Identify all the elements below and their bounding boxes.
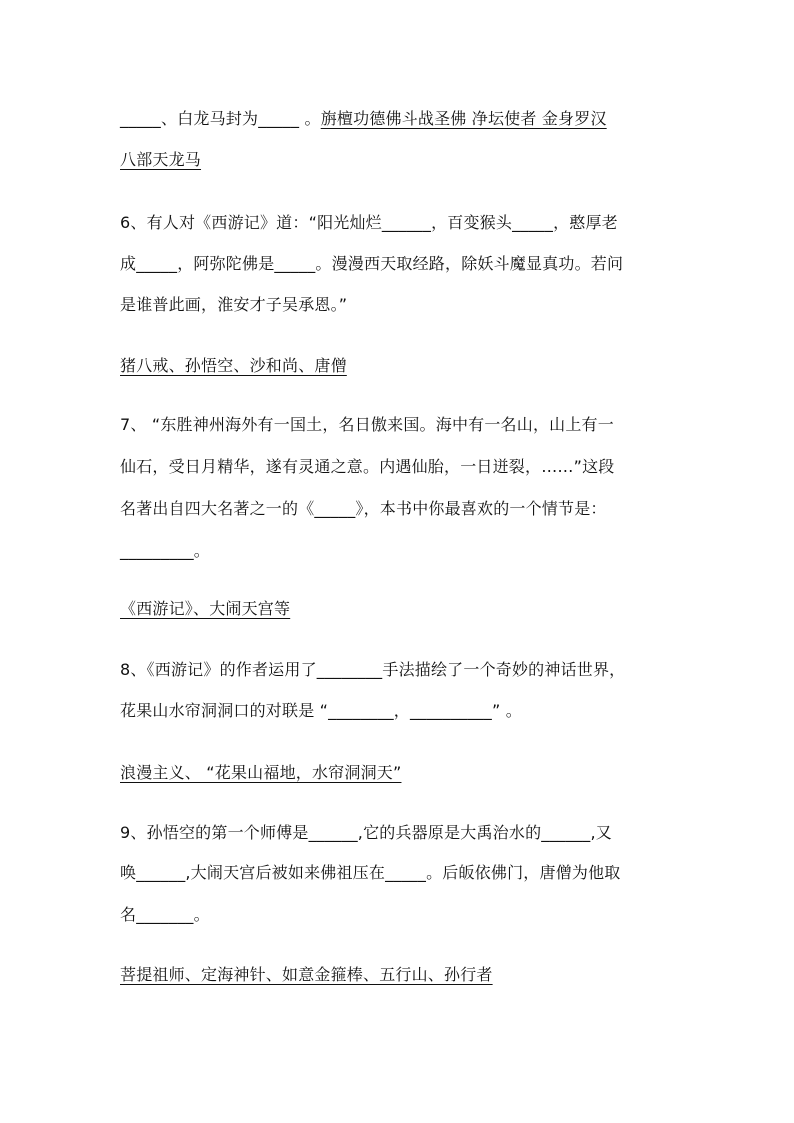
q8-answer-text: 浪漫主义、 “花果山福地，水帘洞洞天” (120, 763, 402, 782)
q9-question-text: 名_______。 (120, 905, 210, 924)
q7-question-text: 仙石，受日月精华，遂有灵通之意。内遇仙胎，一日迸裂，……”这段 (120, 457, 615, 476)
q8-question-text: 8、《西游记》的作者运用了________手法描绘了一个奇妙的神话世界， (120, 660, 626, 679)
q6-answer (120, 355, 347, 377)
q7-line-3 (120, 498, 607, 520)
q5-tail-answer-text: 旃檀功德佛斗战圣佛 净坛使者 金身罗汉 (320, 109, 607, 128)
q5-tail-question-text: _____、白龙马封为_____ 。 (120, 109, 321, 128)
q5-tail-line-2 (120, 149, 201, 171)
q7-question-text: 名著出自四大名著之一的《_____》，本书中你最喜欢的一个情节是： (120, 499, 607, 518)
q8-question-text: 花果山水帘洞洞口的对联是 “________，__________” 。 (120, 701, 522, 720)
q9-question-text: 9、孙悟空的第一个师傅是______,它的兵器原是大禹治水的______,又 (120, 823, 612, 842)
q5-tail-answer-text-cont: 八部天龙马 (120, 150, 202, 169)
q7-answer (120, 598, 290, 620)
q7-question-text: _________。 (120, 541, 210, 560)
q9-answer-text: 菩提祖师、定海神针、如意金箍棒、五行山、孙行者 (120, 965, 493, 984)
q6-line-1 (120, 212, 618, 234)
q9-line-1 (120, 822, 612, 844)
q7-line-1 (120, 414, 614, 436)
q7-question-text: 7、 “东胜神州海外有一国土，名日傲来国。海中有一名山，山上有一 (120, 415, 614, 434)
q6-question-text: 6、有人对《西游记》道：“阳光灿烂______，百变猴头_____，憨厚老 (120, 213, 618, 232)
q9-answer (120, 964, 493, 986)
q7-line-2 (120, 456, 615, 478)
q6-question-text: 是谁普此画，淮安才子吴承恩。” (120, 295, 348, 314)
q8-answer (120, 762, 401, 784)
q8-line-1 (120, 659, 625, 681)
q6-question-text: 成_____，阿弥陀佛是_____。漫漫西天取经路，除妖斗魔显真功。若问 (120, 254, 624, 273)
q5-tail-line-1 (120, 108, 607, 130)
q7-answer-text: 《西游记》、大闹天宫等 (120, 599, 291, 618)
q8-line-2 (120, 700, 522, 722)
q9-line-2 (120, 862, 621, 884)
q6-line-3 (120, 294, 347, 316)
q7-line-4 (120, 540, 210, 562)
q9-question-text: 唤______,大闹天宫后被如来佛祖压在_____。后皈依佛门，唐僧为他取 (120, 863, 621, 882)
q6-line-2 (120, 253, 623, 275)
q9-line-3 (120, 904, 210, 926)
q6-answer-text: 猪八戒、孙悟空、沙和尚、唐僧 (120, 356, 347, 375)
